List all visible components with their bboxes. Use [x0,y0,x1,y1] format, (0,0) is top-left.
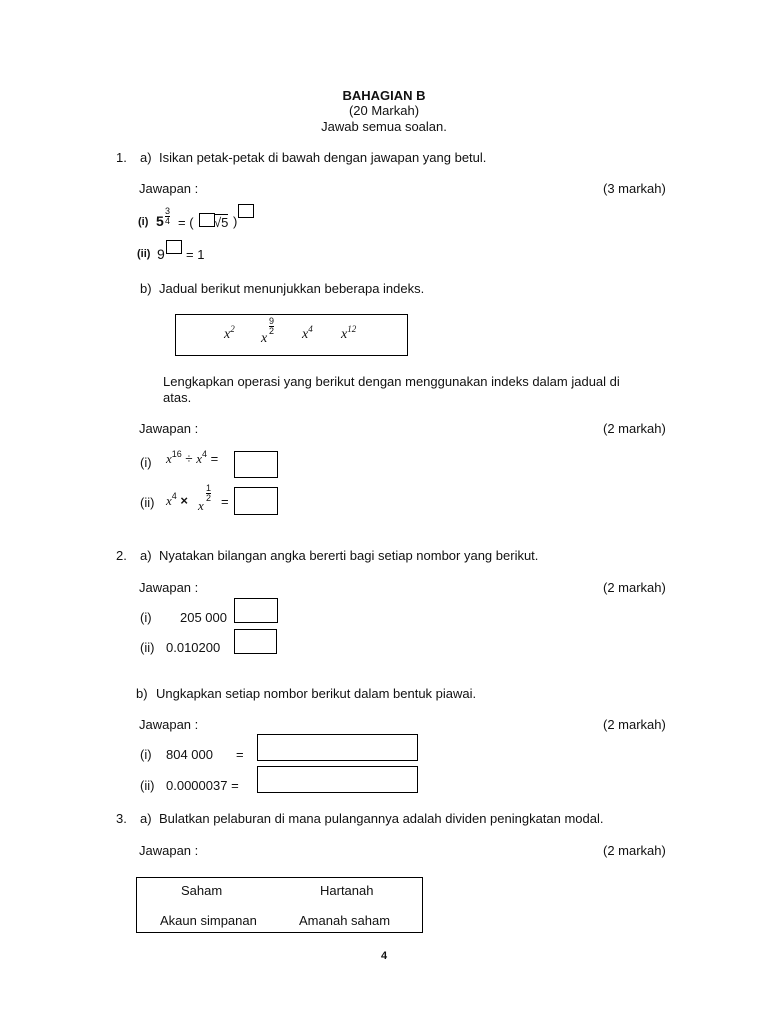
q1a-i-root: √5 [214,215,229,230]
q1a-i-exponent [165,207,170,226]
q3a-label: a) [140,811,152,826]
q2b-marks: (2 markah) [603,717,666,732]
q2a-ii-label: (ii) [140,640,155,655]
q2a-i-value: 205 000 [180,610,227,625]
q2b-label: b) [136,686,148,701]
q2a-text: Nyatakan bilangan angka bererti bagi setiap nombor yang berikut. [159,548,539,563]
q1a-i-close: ) [233,214,238,229]
q1a-i-equals: = ( [178,215,194,230]
q1a-ii-base: 9 [157,246,165,262]
q1a-i-label: (i) [138,216,149,228]
option-akaun-simpanan[interactable]: Akaun simpanan [160,913,257,928]
q2b-i-answer-box[interactable] [257,734,418,761]
q1-number: 1. [116,150,127,165]
q2b-ii-value: 0.0000037 = [166,778,239,793]
q1b-label: b) [140,281,152,296]
q1a-ii-answer-box[interactable] [166,240,182,254]
q1b-instruction-line1: Lengkapkan operasi yang berikut dengan menggunakan indeks dalam jadual di [163,374,620,389]
q1b-instruction-line2: atas. [163,390,192,405]
index-item-x9-2: x [261,331,268,346]
q2a-answer-label: Jawapan : [139,580,199,595]
q1b-i-answer-box[interactable] [234,451,278,478]
q2b-ii-label: (ii) [140,778,155,793]
q2b-i-label: (i) [140,747,152,762]
q2a-ii-value: 0.010200 [166,640,221,655]
q1b-ii-answer-box[interactable] [234,487,278,515]
section-marks: (20 Markah) [348,103,420,118]
q1a-i-answer-box-2[interactable] [238,204,254,218]
q3-number: 3. [116,811,127,826]
q1b-i-label: (i) [140,455,152,470]
q2a-marks: (2 markah) [603,580,666,595]
q2a-i-answer-box[interactable] [234,598,278,623]
q1a-marks: (3 markah) [603,181,666,196]
q1a-answer-label: Jawapan : [139,181,199,196]
q1b-i-expression: $x^{16} \div x^4$ = [166,449,219,466]
q2b-ii-answer-box[interactable] [257,766,418,793]
q1b-ii-equals: = [221,494,229,509]
q2a-label: a) [140,548,152,563]
q1b-text: Jadual berikut menunjukkan beberapa indeks. [159,281,425,296]
index-item-x9-2-exponent: $\frac{9}{2}$ [269,316,275,336]
q2b-text: Ungkapkan setiap nombor berikut dalam bentuk piawai. [156,686,477,701]
q2a-i-label: (i) [140,610,152,625]
q1a-i-base: 5 [156,213,164,229]
q1a-ii-equals: = 1 [186,247,205,262]
q3a-marks: (2 markah) [603,843,666,858]
index-item-x12: $x^{12}$ [341,324,357,342]
index-item-x2: $x^2$ [224,324,235,342]
q1b-ii-x-half: x [198,498,204,513]
q2b-i-value: 804 000 [166,747,213,762]
section-title: BAHAGIAN B [342,88,426,103]
q1a-ii-label: (ii) [137,248,151,260]
q1b-ii-label: (ii) [140,495,155,510]
option-amanah-saham[interactable]: Amanah saham [299,913,391,928]
q2b-answer-label: Jawapan : [139,717,199,732]
q3a-text: Bulatkan pelaburan di mana pulangannya adalah dividen peningkatan modal. [159,811,604,826]
q1a-i-exp-den: 4 [165,216,171,226]
option-hartanah[interactable]: Hartanah [320,883,374,898]
q3a-answer-label: Jawapan : [139,843,199,858]
q2b-i-equals: = [236,747,244,762]
q2a-ii-answer-box[interactable] [234,629,277,654]
q1a-i-answer-box-1[interactable] [199,213,215,227]
indices-table [175,314,408,356]
q2-number: 2. [116,548,127,563]
q1b-answer-label: Jawapan : [139,421,199,436]
q1b-ii-x4: $x^4$ × [166,491,189,508]
section-instruction: Jawab semua soalan. [321,119,447,134]
page-number: 4 [380,950,388,962]
q1a-i-exp-num: 3 [165,206,171,216]
q1b-marks: (2 markah) [603,421,666,436]
investment-options-box [136,877,423,933]
q1b-ii-half-exponent: $\frac{1}{2}$ [206,483,212,503]
index-item-x4: $x^4$ [302,324,313,342]
q1a-label: a) [140,150,152,165]
q1a-text: Isikan petak-petak di bawah dengan jawapan yang betul. [159,150,487,165]
option-saham[interactable]: Saham [181,883,223,898]
